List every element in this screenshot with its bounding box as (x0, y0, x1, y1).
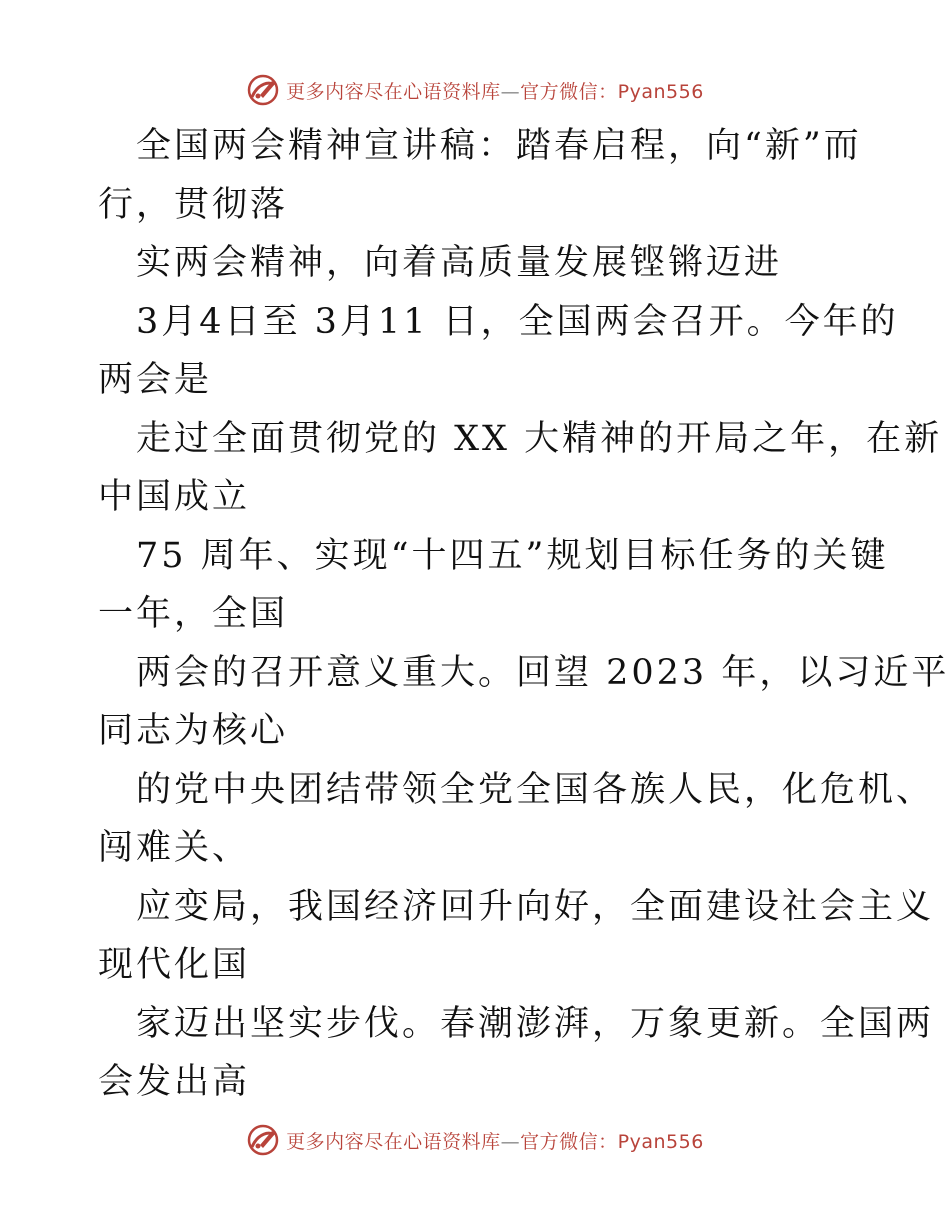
paragraph-line (98, 527, 889, 644)
banner-text (286, 1127, 704, 1154)
paragraph-line (98, 644, 950, 761)
paragraph-line (98, 878, 935, 995)
line-first: 两会的召开意义重大。回望 2023 年，以习近平 (136, 652, 950, 693)
paragraph-line (98, 293, 899, 410)
line-first: 走过全面贯彻党的 XX 大精神的开局之年，在新 (136, 418, 943, 459)
banner-contact: 官方微信：Pyan556 (520, 1130, 704, 1153)
page-header-banner (0, 70, 950, 110)
banner-dash: — (500, 1130, 521, 1153)
paragraph-line (98, 995, 935, 1112)
banner-brand: 更多内容尽在心语资料库 (286, 80, 501, 103)
line-continuation: 中国成立 (98, 477, 251, 517)
line-continuation: 现代化国 (98, 945, 251, 985)
banner-dash: — (500, 80, 521, 103)
banner-text (286, 77, 704, 104)
line-continuation: 两会是 (98, 360, 213, 400)
line-first: 实两会精神，向着高质量发展铿锵迈进 (136, 243, 783, 283)
line-first: 家迈出坚实步伐。春潮澎湃，万象更新。全国两 (136, 1003, 935, 1044)
line-continuation: 闯难关、 (98, 828, 251, 868)
page-footer-banner (0, 1120, 950, 1160)
line-continuation: 会发出高 (98, 1062, 251, 1102)
document-body (98, 117, 950, 1112)
paragraph-line (98, 761, 935, 878)
line-continuation: 同志为核心 (98, 711, 289, 751)
line-first: 75 周年、实现“十四五”规划目标任务的关键 (136, 535, 889, 576)
pen-swirl-logo-icon (246, 1123, 280, 1157)
pen-swirl-logo-icon (246, 73, 280, 107)
line-first: 全国两会精神宣讲稿：踏春启程，向“新”而 (136, 126, 862, 166)
line-first: 应变局，我国经济回升向好，全面建设社会主义 (136, 886, 935, 927)
line-first: 的党中央团结带领全党全国各族人民，化危机、 (136, 769, 935, 810)
banner-contact: 官方微信：Pyan556 (520, 80, 704, 103)
line-continuation: 一年，全国 (98, 594, 289, 634)
line-first: 3月4日至 3月11 日，全国两会召开。今年的 (136, 301, 899, 342)
banner-brand: 更多内容尽在心语资料库 (286, 1130, 501, 1153)
paragraph-line (98, 234, 868, 293)
line-continuation: 行，贯彻落 (98, 184, 289, 225)
paragraph-line (98, 117, 868, 234)
paragraph-line (98, 410, 943, 527)
